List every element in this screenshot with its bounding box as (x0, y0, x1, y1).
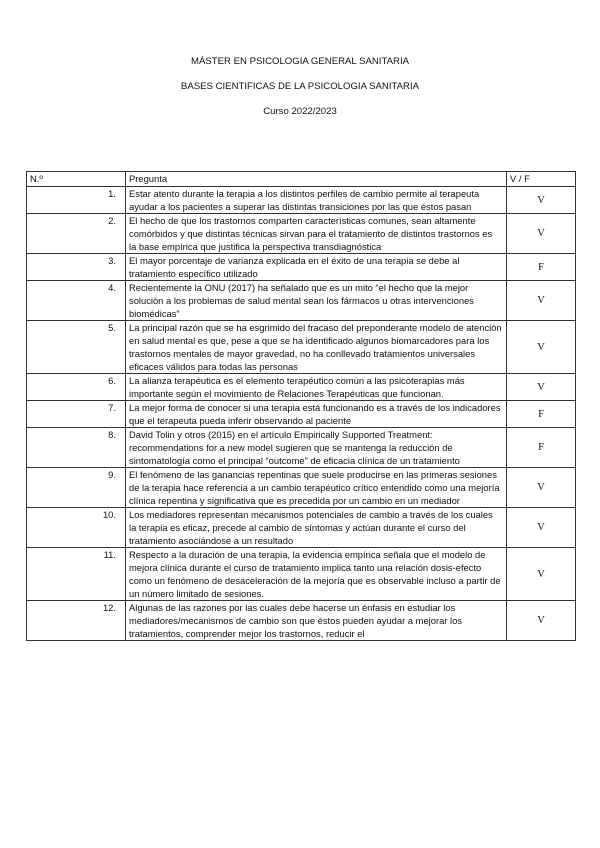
row-number: 4. (27, 281, 126, 321)
table-row (27, 254, 576, 281)
answer-value: V (507, 601, 576, 641)
question-text: Los mediadores representan mecanismos potenciales de cambio a través de los cuales la terapia es eficaz, precede al cambio de síntomas y actúan durante el curso del tratamiento asociándose a un resultado (126, 508, 507, 548)
question-text: Algunas de las razones por las cuales debe hacerse un énfasis en estudiar los mediadores/mecanismos de cambio son que éstos pueden ayudar a mejorar los tratamientos, comprender mejor los trastornos, reducir el (126, 601, 507, 641)
row-number: 1. (27, 187, 126, 214)
answer-value: V (507, 468, 576, 508)
question-text: La alianza terapéutica es el elemento terapéutico común a las psicoterapias más importante según el movimiento de Relaciones Terapéuticas que funcionan. (126, 374, 507, 401)
course-title: BASES CIENTIFICAS DE LA PSICOLOGIA SANITARIA (180, 81, 420, 92)
row-number: 3. (27, 254, 126, 281)
row-number: 11. (27, 548, 126, 601)
answer-value: F (507, 401, 576, 428)
row-number: 5. (27, 321, 126, 374)
questions-table (26, 171, 576, 641)
row-number: 7. (27, 401, 126, 428)
question-text: El hecho de que los trastornos comparten características comunes, sean altamente comórbidos y que distintas técnicas sirvan para el tratamiento de distintos trastornos es la base empírica que justifica la perspectiva transdiagnóstica (126, 214, 507, 254)
table-row (27, 214, 576, 254)
table-row (27, 548, 576, 601)
answer-value: V (507, 374, 576, 401)
table-row (27, 281, 576, 321)
academic-year: Curso 2022/2023 (263, 106, 337, 117)
row-number: 8. (27, 428, 126, 468)
question-text: Estar atento durante la terapia a los distintos perfiles de cambio permite al terapeuta ayudar a los pacientes a superar las distintas transiciones por las que éstos pasan (126, 187, 507, 214)
answer-value: V (507, 214, 576, 254)
answer-value: V (507, 321, 576, 374)
answer-value: F (507, 428, 576, 468)
row-number: 2. (27, 214, 126, 254)
answer-value: V (507, 187, 576, 214)
row-number: 12. (27, 601, 126, 641)
question-text: David Tolin y otros (2015) en el artículo Empirically Supported Treatment: recommendations for a new model sugieren que se mantenga la reducción de sintomatología como el principal “outcome” de eficacia clínica de un tratamiento (126, 428, 507, 468)
row-number: 10. (27, 508, 126, 548)
question-text: El fenómeno de las ganancias repentinas que suele producirse en las primeras sesiones de la terapia hace referencia a un cambio terapéutico crítico entendido como una mejoría clínica repentina y significativa que es precedida por un cambio en un mediador (126, 468, 507, 508)
column-header-question: Pregunta (126, 172, 507, 187)
table-row (27, 187, 576, 214)
row-number: 9. (27, 468, 126, 508)
question-text: La mejor forma de conocer si una terapia está funcionando es a través de los indicadores que el terapeuta pueda inferir observando al paciente (126, 401, 507, 428)
row-number: 6. (27, 374, 126, 401)
program-title: MÁSTER EN PSICOLOGIA GENERAL SANITARIA (190, 56, 410, 67)
table-row (27, 468, 576, 508)
table-row (27, 374, 576, 401)
answer-value: V (507, 281, 576, 321)
table-row (27, 401, 576, 428)
table-row (27, 428, 576, 468)
question-text: La principal razón que se ha esgrimido del fracaso del preponderante modelo de atención en salud mental es que, pese a que se ha identificado algunos biomarcadores para los trastornos mentales de mayor gravedad, no ha conllevado tratamientos universales eficaces válidos para todas las personas (126, 321, 507, 374)
column-header-answer: V / F (507, 172, 576, 187)
document-header (0, 56, 600, 118)
table-row (27, 508, 576, 548)
answer-value: F (507, 254, 576, 281)
answer-value: V (507, 548, 576, 601)
table-row (27, 321, 576, 374)
question-text: El mayor porcentaje de varianza explicada en el éxito de una terapia se debe al tratamiento específico utilizado (126, 254, 507, 281)
table-header-row (27, 172, 576, 187)
question-text: Respecto a la duración de una terapia, la evidencia empírica señala que el modelo de mejora clínica durante el curso de tratamiento implica tanto una relación dosis-efecto como un fenómeno de desaceleración de la mejoría que es observable incluso a partir de un número limitado de sesiones. (126, 548, 507, 601)
answer-value: V (507, 508, 576, 548)
column-header-number: N.º (27, 172, 126, 187)
table-row (27, 601, 576, 641)
question-text: Recientemente la ONU (2017) ha señalado que es un mito “el hecho que la mejor solución a los problemas de salud mental sean los fármacos u otras intervenciones biomédicas” (126, 281, 507, 321)
